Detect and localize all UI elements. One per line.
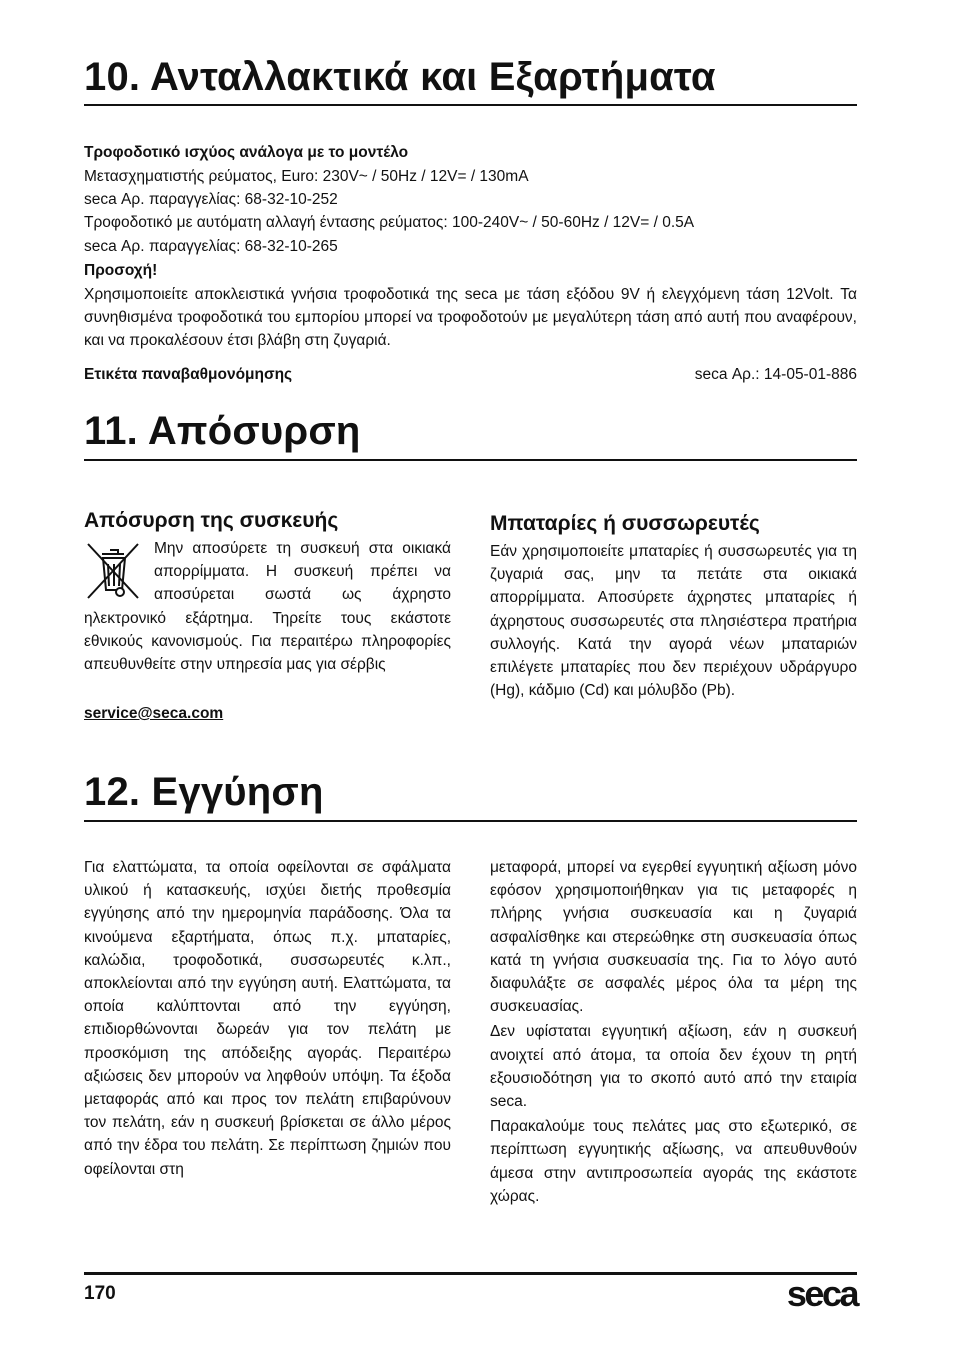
psu-line-2: seca Αρ. παραγγελίας: 68-32-10-252 (84, 191, 338, 209)
label-row (84, 363, 857, 387)
parts-block (84, 141, 857, 353)
warranty-col-2-para-1: μεταφορά, μπορεί να εγερθεί εγγυητική αξίωση μόνο εφόσον χρησιμοποιήθηκαν για τις μεταφορές η πλήρης γνήσια συσκευασία και η ζυγαριά ασφαλίσθηκε και στερεώθηκε στη συσκευασία όπως κατά τη γνήσια συσκευασία της. Για το λόγο αυτό διαφυλάξτε σε ασφαλές μέρος όλα τα μέρη της συσκευασίας. (490, 859, 857, 1016)
warning-heading: Προσοχή! (84, 261, 158, 279)
page-number: 170 (84, 1283, 116, 1304)
warranty-col-2 (490, 856, 857, 1208)
warranty-col-2-para-3: Παρακαλούμε τους πελάτες μας στο εξωτερικό, σε περίπτωση εγγυητικής αξίωσης, να απευθυνθούν άμεσα στην αντιπροσωπεία αγοράς της εκάστοτε χώρας. (490, 1118, 857, 1205)
service-email-link[interactable]: service@seca.com (84, 705, 224, 722)
footer-rule (84, 1272, 857, 1275)
battery-disposal-text: Εάν χρησιμοποιείτε μπαταρίες ή συσσωρευτές για τη ζυγαριά σας, μην τα πετάτε στα οικιακά απορρίμματα. Αποσύρετε άχρηστες μπαταρίες ή άχρηστους συσσωρευτές στα πλησιέστερα πρατήρια συλλογής. Κατά την αγορά νέων μπαταριών επιλέγετε μπαταρίες που δεν περιέχουν υδράργυρο (Hg), κάδμιο (Cd) και μόλυβδο (Pb). (490, 543, 857, 700)
device-disposal-text-wrap (84, 537, 451, 676)
psu-line-3: Τροφοδοτικό με αυτόματη αλλαγή έντασης ρεύματος: 100-240V~ / 50-60Hz / 12V= / 0.5A (84, 214, 695, 232)
warning-text: Χρησιμοποιείτε αποκλειστικά γνήσια τροφοδοτικά της seca με τάση εξόδου 9V ή ελεγχόμενη τάση 12Volt. Τα συνηθισμένα τροφοδοτικά του εμπορίου μπορεί να τροφοδοτούν με μεγαλύτερη τάση από αυτή που αναφέρουν, και να προκαλέσουν έτσι βλάβη στη ζυγαριά. (84, 286, 857, 350)
psu-line-1: Μετασχηματιστής ρεύματος, Euro: 230V~ / 50Hz / 12V= / 130mA (84, 168, 529, 185)
label-heading: Ετικέτα παναβαθμονόμησης (84, 366, 293, 383)
section-11-rule (84, 459, 857, 461)
device-disposal-text: Μην αποσύρετε τη συσκευή στα οικιακά απορρίμματα. Η συσκευή πρέπει να αποσύρεται σωστά ως άχρηστο ηλεκτρονικό εξάρτημα. Τηρείτε τους εκάστοτε εθνικούς κανονισμούς. Για περαιτέρω πληροφορίες απευθυνθείτε στην υπηρεσία μας για σέρβις (84, 540, 451, 674)
label-order-number: seca Αρ.: 14-05-01-886 (694, 366, 857, 383)
section-10-rule (84, 104, 857, 106)
section-12-rule (84, 820, 857, 822)
psu-line-4: seca Αρ. παραγγελίας: 68-32-10-265 (84, 237, 338, 255)
warranty-col-2-para-2: Δεν υφίσταται εγγυητική αξίωση, εάν η συσκευή ανοιχτεί από άτομα, τα οποία δεν έχουν τη ρητή εξουσιοδότηση για το σκοπό αυτό από την εταιρία seca. (490, 1023, 857, 1111)
psu-heading: Τροφοδοτικό ισχύος ανάλογα με το μοντέλο (84, 144, 409, 161)
device-disposal-heading: Απόσυρση της συσκευής (84, 509, 339, 532)
section-12-title: 12. Εγγύηση (84, 770, 324, 814)
battery-disposal-heading: Μπαταρίες ή συσσωρευτές (490, 512, 760, 535)
seca-logo: seca (786, 1273, 857, 1314)
section-11-title: 11. Απόσυρση (84, 409, 361, 453)
warranty-col-1: Για ελαττώματα, τα οποία οφείλονται σε σφάλματα υλικού ή κατασκευής, ισχύει διετής προθεσμία εγγύησης από την ημερομηνία παράδοσης. Όλα τα κινούμενα εξαρτήματα, όπως π.χ. μπαταρίες, καλώδια, τροφοδοτικά, συσσωρευτές κ.λπ., αποκλείονται από την εγγύηση αυτή. Ελαττώματα, τα οποία καλύπτονται από την εγγύηση, επιδιορθώνονται δωρεάν για τον πελάτη με προσκόμιση της απόδειξης αγοράς. Περαιτέρω αξιώσεις δεν μπορούν να ληφθούν υπόψη. Τα έξοδα μεταφοράς από και προς τον πελάτη επιβαρύνουν τον πελάτη, εάν η συσκευή βρίσκεται σε άλλο μέρος από την έδρα του πελάτη. Σε περίπτωση ζημιών που οφείλονται στη (84, 859, 451, 1178)
section-10-title: 10. Ανταλλακτικά και Εξαρτήματα (84, 55, 716, 99)
